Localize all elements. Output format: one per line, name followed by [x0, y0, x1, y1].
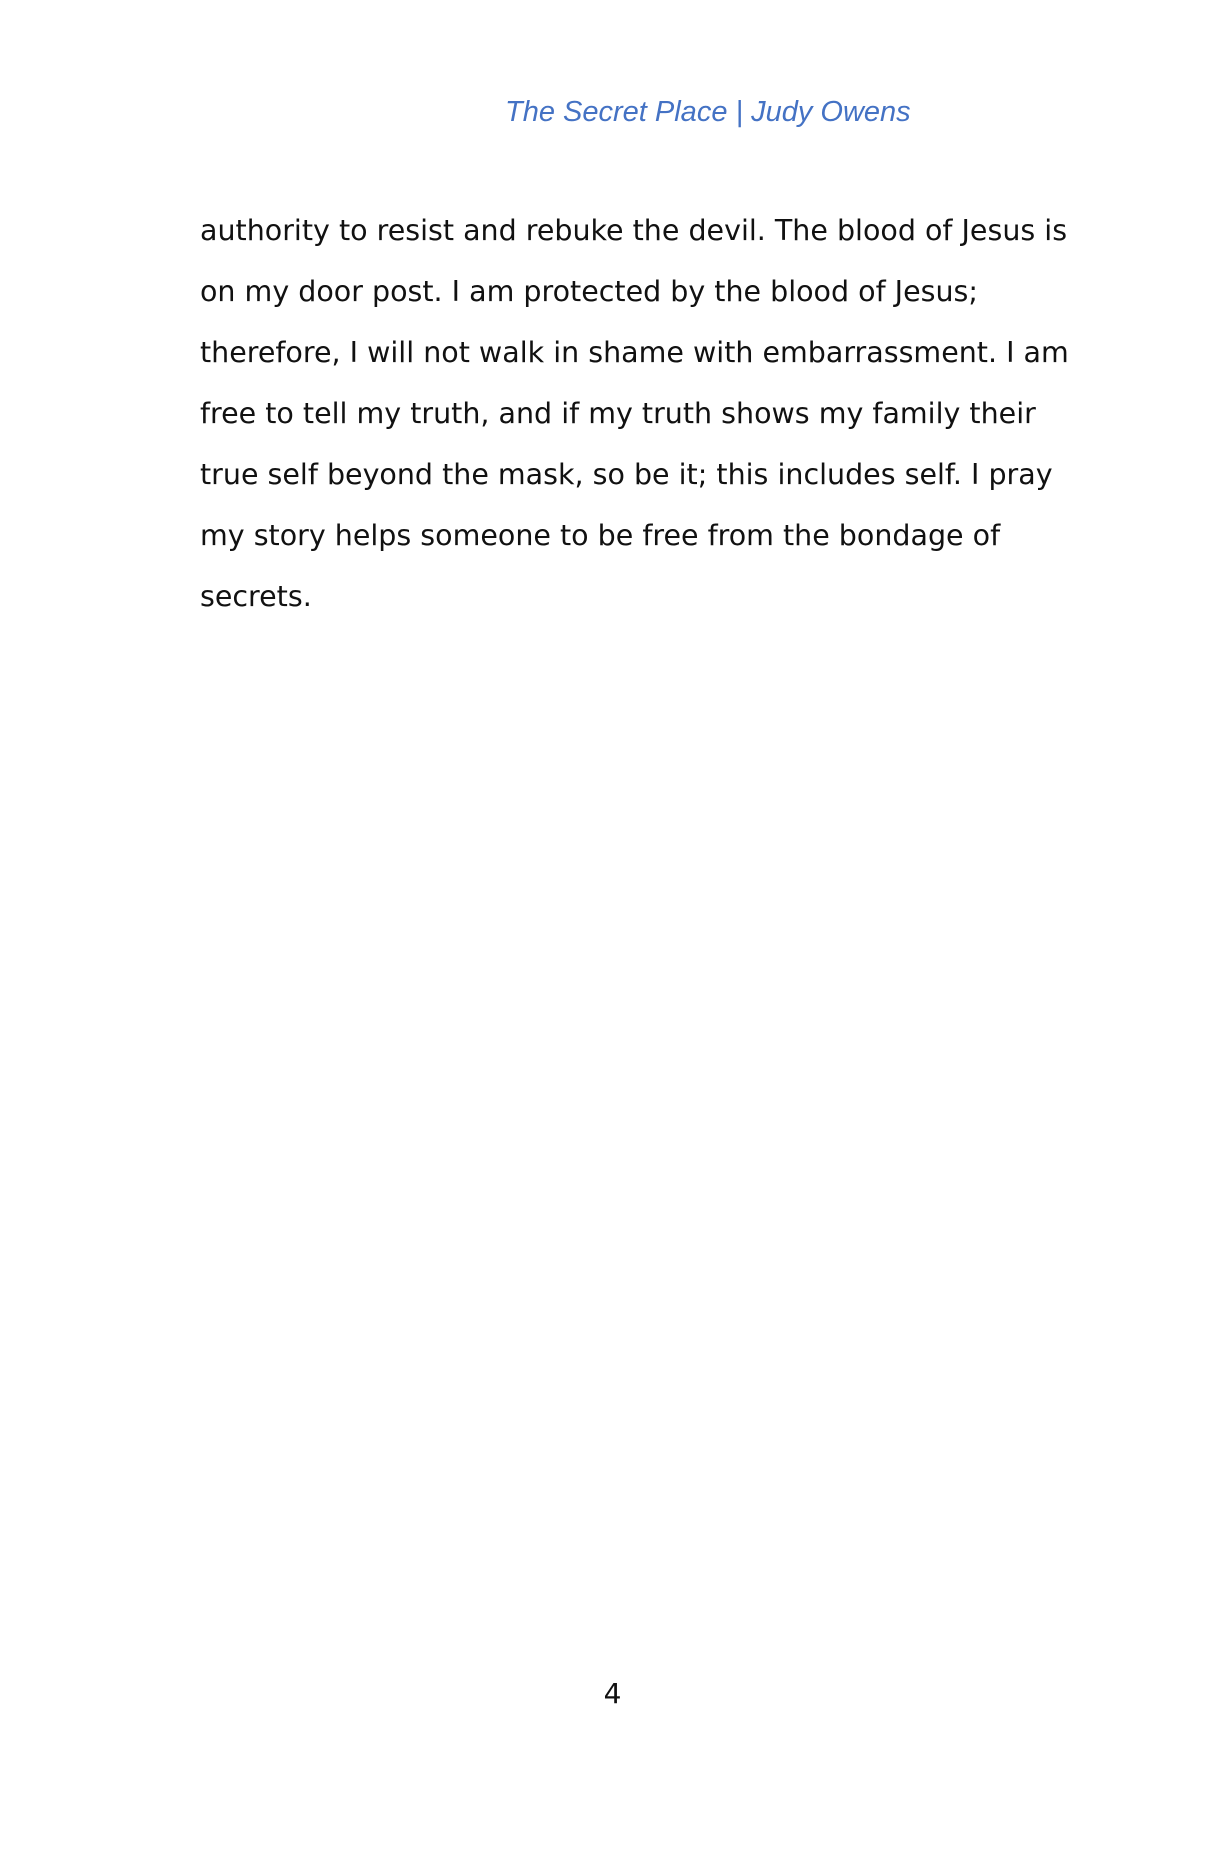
- paragraph-line: my story helps someone to be free from the bondage of: [200, 519, 1001, 552]
- paragraph-line: true self beyond the mask, so be it; this includes self. I pray: [200, 458, 1053, 491]
- body-paragraph: [200, 200, 1069, 627]
- paragraph-line: secrets.: [200, 580, 312, 613]
- running-header: The Secret Place | Judy Owens: [505, 96, 911, 128]
- paragraph-line: authority to resist and rebuke the devil. The blood of Jesus is: [200, 214, 1068, 247]
- paragraph-line: on my door post. I am protected by the blood of Jesus;: [200, 275, 978, 308]
- paragraph-line: therefore, I will not walk in shame with embarrassment. I am: [200, 336, 1069, 369]
- paragraph-line: free to tell my truth, and if my truth shows my family their: [200, 397, 1036, 430]
- page-number: 4: [603, 1677, 622, 1710]
